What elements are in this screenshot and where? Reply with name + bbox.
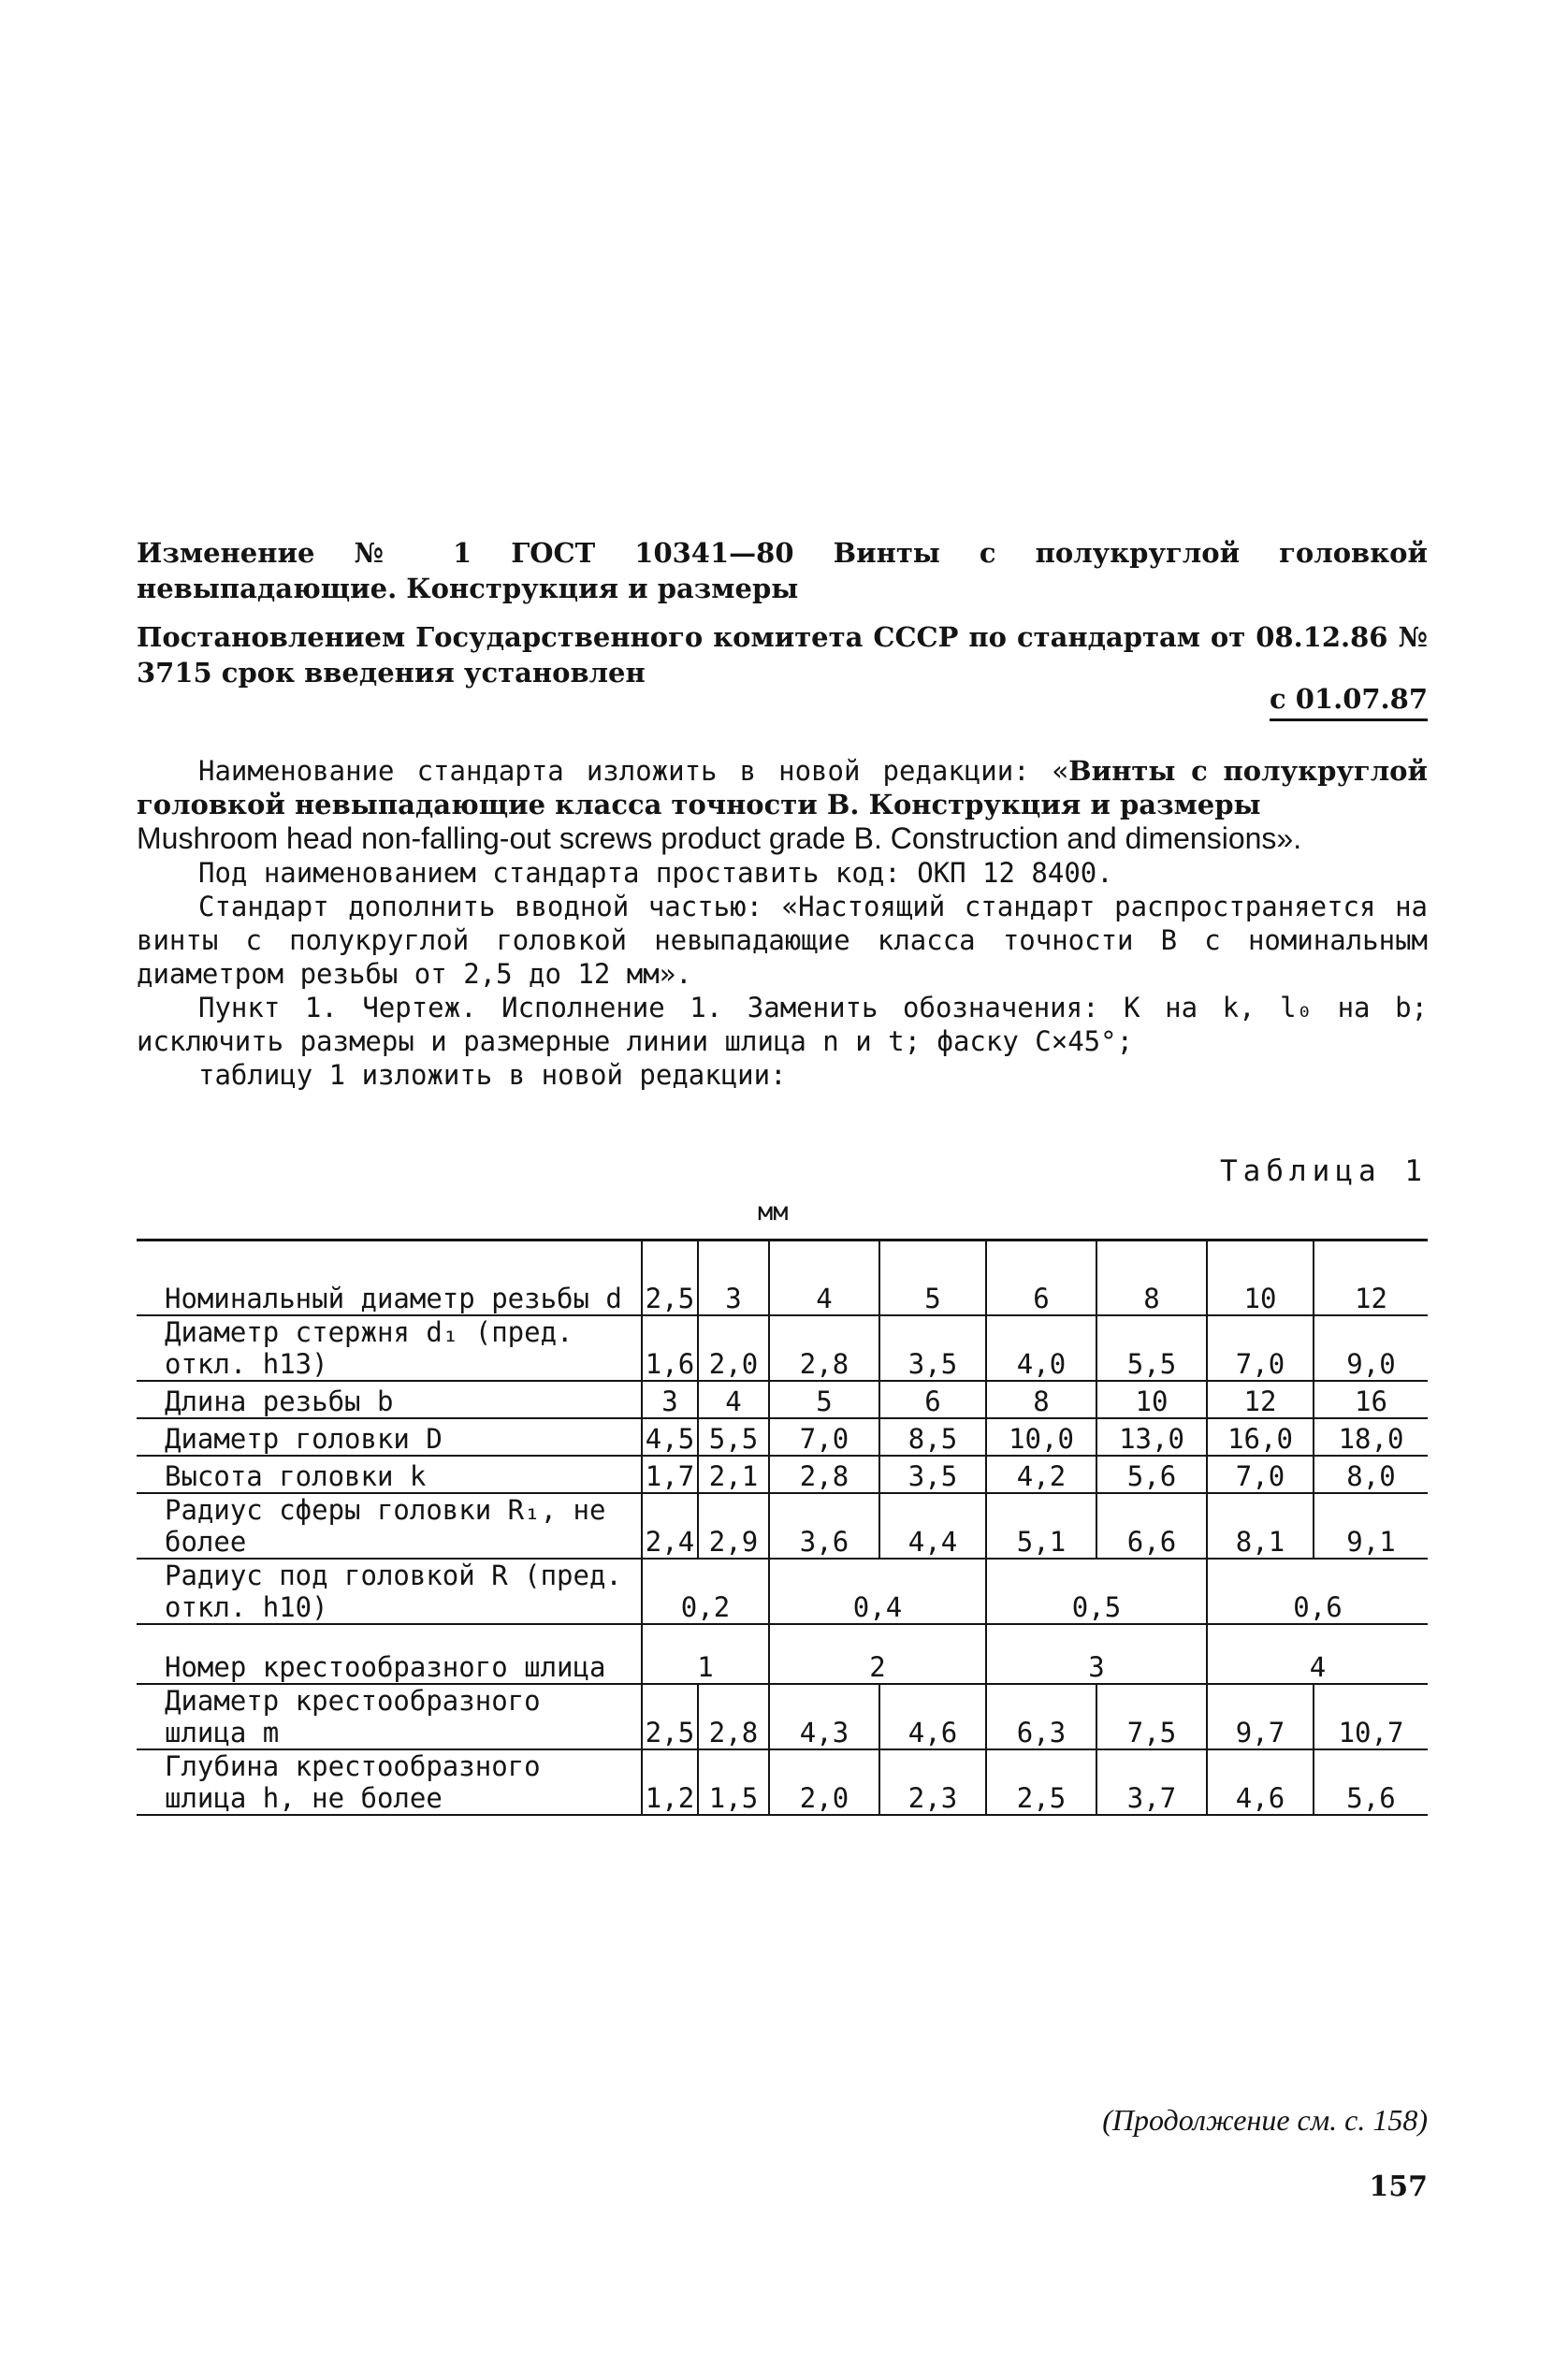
table-cell: 12: [1207, 1381, 1314, 1418]
table-cell: 7,0: [1207, 1315, 1314, 1381]
table-cell: 6,3: [986, 1684, 1096, 1749]
table-cell: 4,3: [769, 1684, 879, 1749]
table-cell: 5: [879, 1241, 986, 1315]
table-cell: 0,4: [769, 1559, 986, 1624]
row-label: [137, 1315, 642, 1381]
paragraph-rename: [137, 754, 1428, 856]
paragraph-intro: Стандарт дополнить вводной частью: «Настоящий стандарт распространяется на винты с полукруглой головкой невыпадающие класса точности В с номинальным диаметром резьбы от 2,5 до 12 мм».: [137, 891, 1428, 990]
row-label-text: Глубина крестообразного шлица h, не более: [165, 1749, 541, 1814]
row-label: [137, 1381, 642, 1418]
row-label: [137, 1241, 642, 1315]
table-cell: 8: [986, 1381, 1096, 1418]
table-cell: 3: [642, 1381, 698, 1418]
table-cell: 4,2: [986, 1456, 1096, 1493]
table-cell: 13,0: [1096, 1418, 1207, 1456]
table-cell: 4,4: [879, 1493, 986, 1559]
table-cell: 8,1: [1207, 1493, 1314, 1559]
table-cell: 2,5: [642, 1684, 698, 1749]
continuation-note: (Продолжение см. с. 158): [1102, 2103, 1428, 2137]
table-cell: 5,6: [1096, 1456, 1207, 1493]
table-cell: 3,5: [879, 1315, 986, 1381]
table-title: Таблица 1: [1220, 1154, 1428, 1188]
table-cell: 4,0: [986, 1315, 1096, 1381]
table-body: [137, 1241, 1428, 1815]
table-cell: 0,6: [1207, 1559, 1428, 1624]
page-number: 157: [1369, 2170, 1428, 2203]
table-cell: 2,0: [698, 1315, 769, 1381]
table-row: [137, 1749, 1428, 1815]
table-cell: 3,6: [769, 1493, 879, 1559]
table-cell: 3,5: [879, 1456, 986, 1493]
effective-date: с 01.07.87: [1270, 681, 1428, 721]
table-cell: 10: [1207, 1241, 1314, 1315]
table-cell: 4,5: [642, 1418, 698, 1456]
table-cell: 9,0: [1314, 1315, 1428, 1381]
row-label: [137, 1684, 642, 1749]
row-label-text: Диаметр стержня d₁ (пред. откл. h13): [165, 1315, 573, 1380]
table-cell: 3: [698, 1241, 769, 1315]
table-cell: 2,5: [642, 1241, 698, 1315]
table-cell: 9,7: [1207, 1684, 1314, 1749]
table-row: [137, 1418, 1428, 1456]
new-title-en: Mushroom head non-falling-out screws product grade B. Construction and dimensions».: [137, 821, 1302, 855]
row-label: [137, 1456, 642, 1493]
table-row: [137, 1241, 1428, 1315]
table-cell: 6: [986, 1241, 1096, 1315]
table-cell: 8,5: [879, 1418, 986, 1456]
table-cell: 7,5: [1096, 1684, 1207, 1749]
table-cell: 2,8: [769, 1315, 879, 1381]
table-cell: 10,0: [986, 1418, 1096, 1456]
table-cell: 2,3: [879, 1749, 986, 1815]
row-label-text: Длина резьбы b: [165, 1385, 394, 1417]
table-cell: 8,0: [1314, 1456, 1428, 1493]
table-cell: 2,8: [698, 1684, 769, 1749]
table-cell: 7,0: [769, 1418, 879, 1456]
row-label-text: Радиус под головкой R (пред. откл. h10): [165, 1559, 622, 1623]
table-cell: 2,9: [698, 1493, 769, 1559]
paragraph-rename-intro: Наименование стандарта изложить в новой редакции: «: [198, 755, 1069, 787]
row-label-text: Номер крестообразного шлица: [165, 1650, 606, 1683]
table-cell: 9,1: [1314, 1493, 1428, 1559]
row-label-text: Диаметр головки D: [165, 1422, 443, 1455]
table-cell: 4: [698, 1381, 769, 1418]
table-cell: 2: [769, 1624, 986, 1684]
change-title: Изменение № 1 ГОСТ 10341—80 Винты с полукруглой головкой невыпадающие. Конструкция и размеры: [137, 537, 1428, 604]
table-cell: 0,5: [986, 1559, 1207, 1624]
new-title-ru: Винты с полукруглой головкой невыпадающие класса точности В. Конструкция и размеры: [137, 755, 1428, 820]
row-label: [137, 1624, 642, 1684]
table-cell: 16: [1314, 1381, 1428, 1418]
body-text: [137, 754, 1428, 1092]
table-cell: 5: [769, 1381, 879, 1418]
row-label-text: Диаметр крестообразного шлица m: [165, 1684, 541, 1748]
table-cell: 5,1: [986, 1493, 1096, 1559]
table-cell: 4,6: [879, 1684, 986, 1749]
table-row: [137, 1684, 1428, 1749]
table-cell: 2,4: [642, 1493, 698, 1559]
table-cell: 4: [769, 1241, 879, 1315]
table-row: [137, 1315, 1428, 1381]
table-cell: 16,0: [1207, 1418, 1314, 1456]
table-cell: 2,5: [986, 1749, 1096, 1815]
table-cell: 5,5: [698, 1418, 769, 1456]
table-cell: 1,5: [698, 1749, 769, 1815]
table-cell: 10,7: [1314, 1684, 1428, 1749]
paragraph-drawing: Пункт 1. Чертеж. Исполнение 1. Заменить обозначения: K на k, l₀ на b; исключить размеры и размерные линии шлица n и t; фаску C×45°;: [137, 992, 1428, 1057]
table-cell: 6,6: [1096, 1493, 1207, 1559]
table-cell: 4,6: [1207, 1749, 1314, 1815]
table-cell: 2,1: [698, 1456, 769, 1493]
table-cell: 1,6: [642, 1315, 698, 1381]
row-label: [137, 1749, 642, 1815]
dimensions-table: [137, 1239, 1428, 1816]
table-cell: 3,7: [1096, 1749, 1207, 1815]
table-cell: 12: [1314, 1241, 1428, 1315]
table-cell: 8: [1096, 1241, 1207, 1315]
row-label-text: Высота головки k: [165, 1459, 427, 1492]
table-cell: 1,7: [642, 1456, 698, 1493]
paragraph-okp: Под наименованием стандарта проставить код: ОКП 12 8400.: [198, 857, 1113, 889]
table-cell: 7,0: [1207, 1456, 1314, 1493]
table-row: [137, 1493, 1428, 1559]
row-label-text: Номинальный диаметр резьбы d: [165, 1282, 622, 1314]
row-label-text: Радиус сферы головки R₁, не более: [165, 1493, 606, 1558]
table-cell: 2,8: [769, 1456, 879, 1493]
table-cell: 1,2: [642, 1749, 698, 1815]
table-unit: мм: [758, 1197, 789, 1226]
table-row: [137, 1381, 1428, 1418]
table-cell: 5,5: [1096, 1315, 1207, 1381]
table-cell: 5,6: [1314, 1749, 1428, 1815]
table-cell: 1: [642, 1624, 769, 1684]
table-cell: 3: [986, 1624, 1207, 1684]
table-cell: 10: [1096, 1381, 1207, 1418]
row-label: [137, 1559, 642, 1624]
table-cell: 18,0: [1314, 1418, 1428, 1456]
table-cell: 2,0: [769, 1749, 879, 1815]
paragraph-table: таблицу 1 изложить в новой редакции:: [198, 1059, 787, 1091]
table-row: [137, 1559, 1428, 1624]
table-row: [137, 1456, 1428, 1493]
row-label: [137, 1418, 642, 1456]
table-row: [137, 1624, 1428, 1684]
table-cell: 4: [1207, 1624, 1428, 1684]
decree-text: Постановлением Государственного комитета СССР по стандартам от 08.12.86 № 3715 срок введения установлен: [137, 621, 1428, 689]
row-label: [137, 1493, 642, 1559]
table-cell: 6: [879, 1381, 986, 1418]
table-cell: 0,2: [642, 1559, 769, 1624]
